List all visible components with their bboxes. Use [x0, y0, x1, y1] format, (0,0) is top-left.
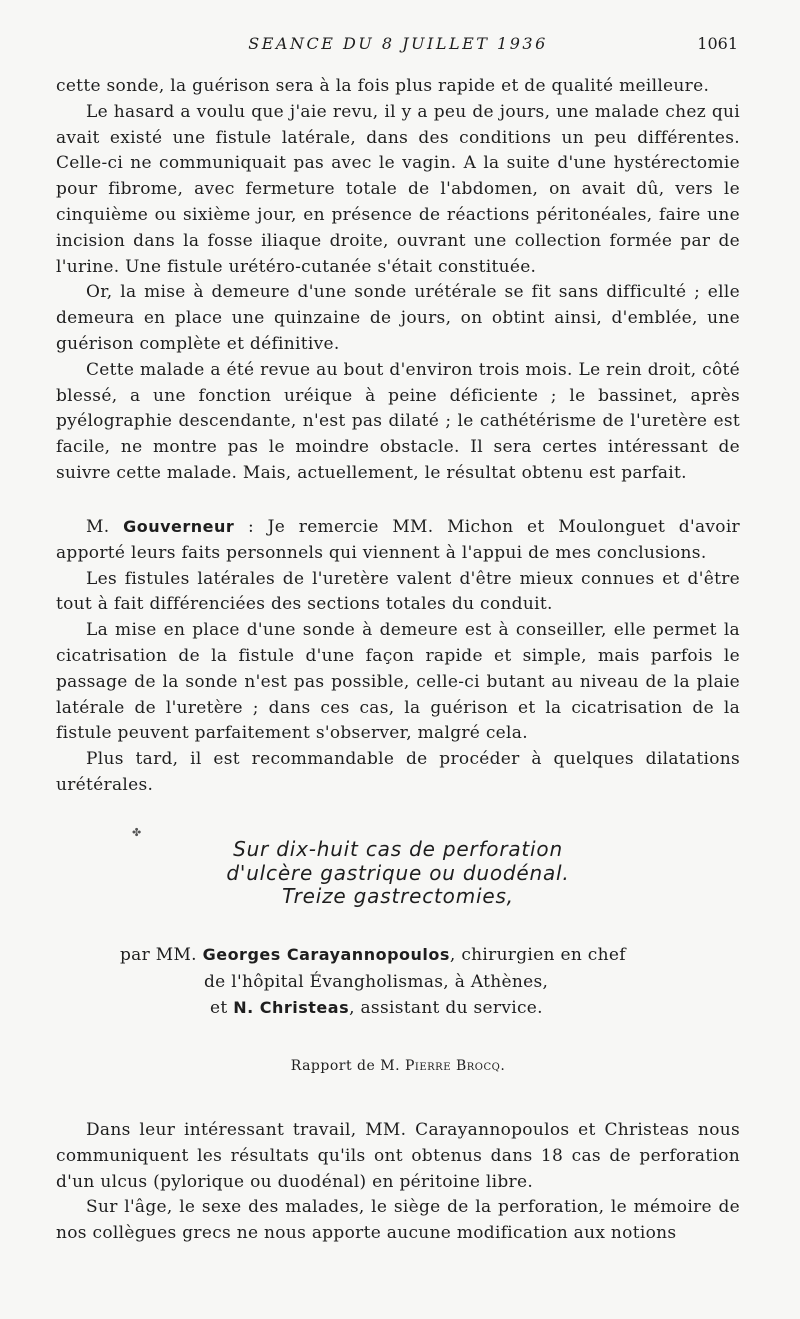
author-line [120, 942, 740, 969]
paragraph: Dans leur intéressant travail, MM. Carayannopoulos et Christeas nous communiquent les résultats qu'ils ont obtenus dans 18 cas de perforation d'un ulcus (pylorique ou duodénal) en péritoine libre. [56, 1120, 740, 1192]
author-name: Georges Carayannopoulos [202, 945, 450, 964]
article-authors [120, 942, 740, 1022]
reporter-name: Pierre Brocq [404, 1058, 501, 1074]
paragraph: Cette malade a été revue au bout d'environ trois mois. Le rein droit, côté blessé, a une fonction uréique à peine déficiente ; le bassinet, après pyélographie descendante, n'est pas dilaté ; le cathétérisme de l'uretère est facile, ne montre pas le moindre obstacle. Il sera certes intéressant de suivre cette malade. Mais, actuellement, le résultat obtenu est parfait. [56, 359, 740, 483]
paragraph: Or, la mise à demeure d'une sonde urétérale se fit sans difficulté ; elle demeura en place une quinzaine de jours, on obtint ainsi, d'emblée, une guérison complète et définitive. [56, 282, 740, 354]
author-line [120, 995, 740, 1022]
michon-discussion [56, 74, 740, 487]
author-name: N. Christeas [233, 998, 350, 1017]
title-line: Sur dix-huit cas de perforation [233, 837, 563, 861]
author-role: , chirurgien en chef [449, 945, 626, 965]
title-line: Treize gastrectomies, [282, 884, 514, 908]
report-prefix: Rapport de M. [290, 1058, 405, 1074]
paragraph: cette sonde, la guérison sera à la fois plus rapide et de qualité meilleure. [56, 76, 710, 96]
paragraph-text: : Je remercie MM. Michon et Moulonguet d'avoir apporté leurs faits personnels qui viennent à l'appui de mes conclusions. [56, 517, 740, 563]
page-number: 1061 [697, 34, 738, 53]
ornament-mark: ✤ [132, 826, 142, 839]
article-title [56, 838, 740, 909]
paragraph: Les fistules latérales de l'uretère valent d'être mieux connues et d'être tout à fait différenciées des sections totales du conduit. [56, 568, 740, 615]
paragraph: Plus tard, il est recommandable de procéder à quelques dilatations urétérales. [56, 749, 740, 795]
report-body [56, 1118, 740, 1247]
author-line: de l'hôpital Évangholismas, à Athènes, [204, 971, 549, 992]
paragraph: Le hasard a voulu que j'aie revu, il y a peu de jours, une malade chez qui avait existé une fistule latérale, dans des conditions un peu différentes. Celle-ci ne communiquait pas avec le vagin. A la suite d'une hystérectomie pour fibrome, avec fermeture totale de l'abdomen, on avait dû, vers le cinquième ou sixième jour, en présence de réactions péritonéales, faire une incision dans la fosse iliaque droite, ouvrant une collection formée par de l'urine. Une fistule urétéro-cutanée s'était constituée. [56, 101, 740, 277]
report-line [56, 1058, 740, 1074]
title-line: d'ulcère gastrique ou duodénal. [226, 860, 570, 885]
speaker-prefix: M. [86, 517, 124, 537]
running-title: SEANCE DU 8 JUILLET 1936 [248, 34, 548, 53]
author-prefix: par MM. [120, 945, 203, 965]
paragraph [56, 514, 740, 567]
author-prefix: et [210, 998, 234, 1018]
speaker-name: Gouverneur [123, 517, 235, 536]
page-header [56, 34, 740, 58]
paragraph: La mise en place d'une sonde à demeure est à conseiller, elle permet la cicatrisation de la fistule d'une façon rapide et simple, mais parfois le passage de la sonde n'est pas possible, celle-ci butant au niveau de la plaie latérale de l'uretère ; dans ces cas, la guérison et la cicatrisation de la fistule peuvent parfaitement s'observer, malgré cela. [56, 620, 740, 744]
report-suffix: . [500, 1058, 506, 1074]
paragraph: Sur l'âge, le sexe des malades, le siège de la perforation, le mémoire de nos collègues grecs ne nous apporte aucune modification aux notions [56, 1197, 740, 1244]
author-role: , assistant du service. [349, 998, 543, 1018]
gouverneur-reply [56, 514, 740, 799]
